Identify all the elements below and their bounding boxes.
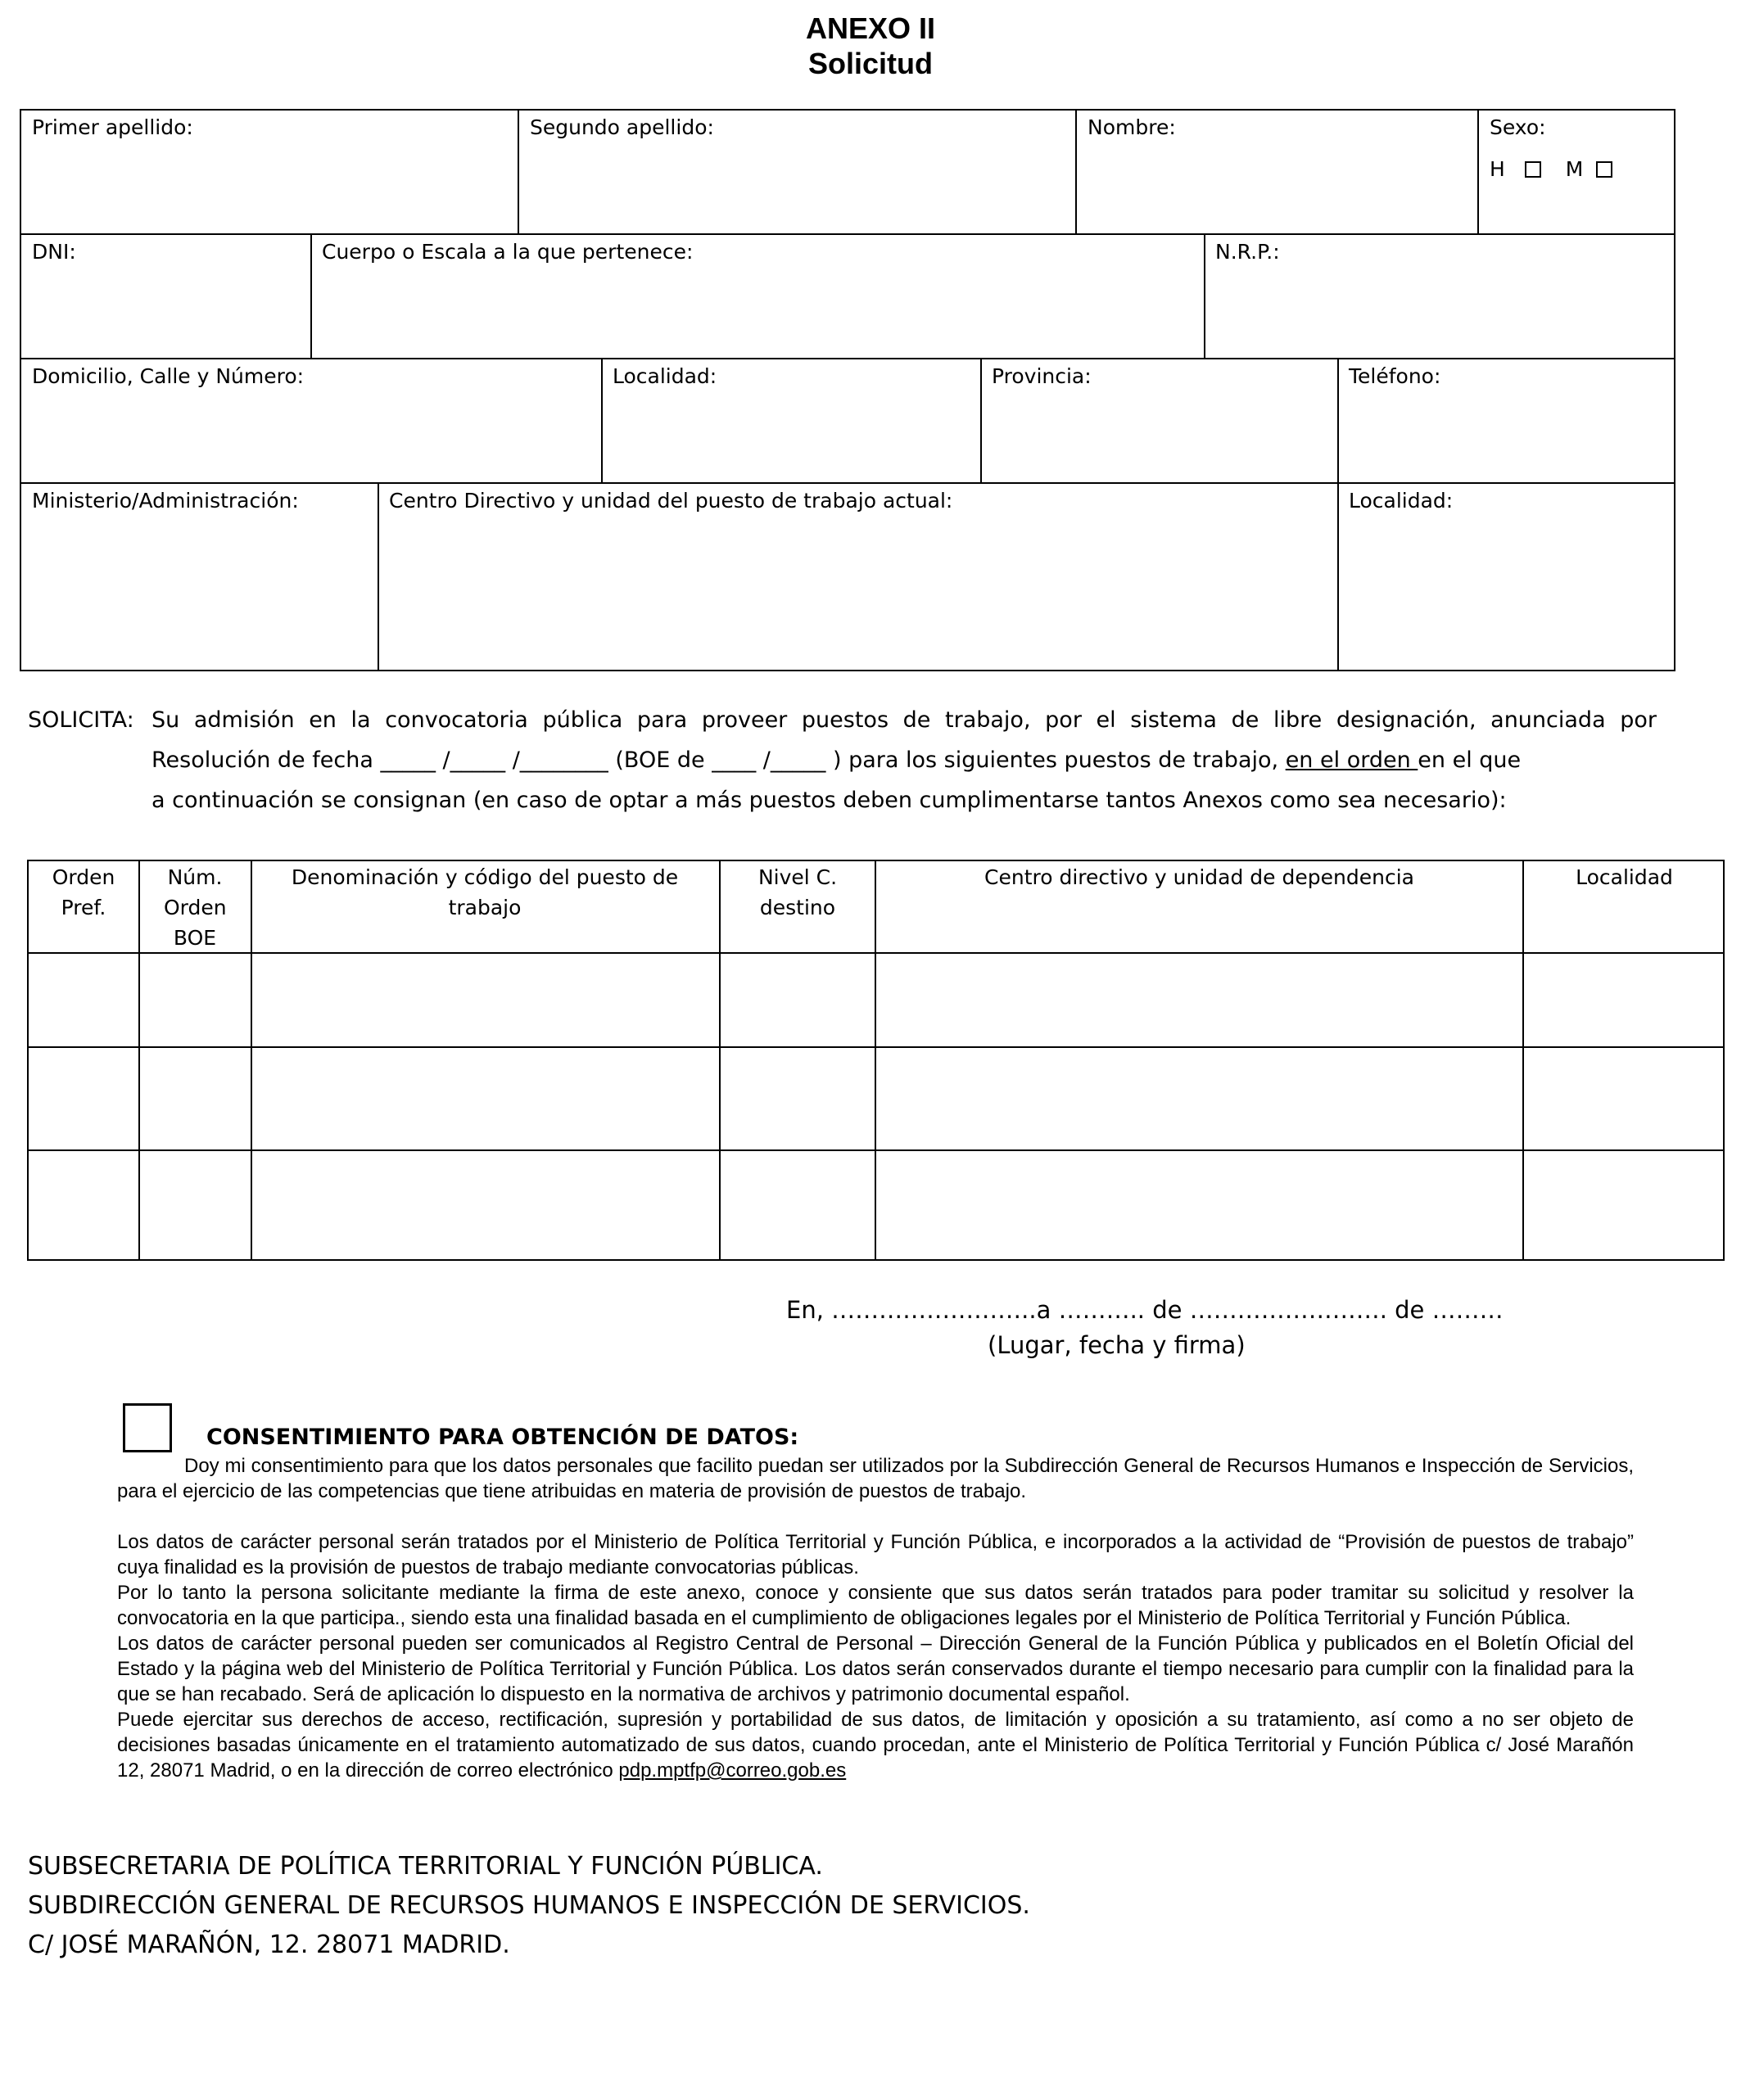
sexo-options — [1490, 157, 1612, 182]
table-row[interactable] — [29, 1151, 1723, 1259]
col-nivel: Nivel C. destino — [757, 865, 838, 919]
sexo-h-label: H — [1490, 157, 1505, 181]
sexo-label: Sexo: — [1490, 115, 1546, 139]
solicita-line-3: a continuación se consignan (en caso de optar a más puestos deben cumplimentarse tantos Anexos como sea necesario): — [151, 788, 1507, 813]
cuerpo-escala-field[interactable]: Cuerpo o Escala a la que pertenece: — [322, 240, 694, 264]
consent-heading: CONSENTIMIENTO PARA OBTENCIÓN DE DATOS: — [206, 1425, 799, 1450]
primer-apellido-field[interactable]: Primer apellido: — [32, 115, 193, 139]
localidad-actual-field[interactable]: Localidad: — [1349, 489, 1454, 513]
consent-paragraph: Por lo tanto la persona solicitante mediante la firma de este anexo, conoce y consiente que sus datos serán tratados para poder tramitar su solicitud y resolver la convocatoria en la que participa., siendo esta una finalidad basada en el cumplimiento de obligaciones legales por el Ministerio de Política Territorial y Función Pública. — [117, 1582, 1634, 1629]
sexo-h-checkbox[interactable] — [1525, 161, 1541, 178]
centro-directivo-field[interactable]: Centro Directivo y unidad del puesto de trabajo actual: — [389, 489, 953, 513]
domicilio-field[interactable]: Domicilio, Calle y Número: — [32, 364, 305, 388]
footer-line-1: SUBSECRETARIA DE POLÍTICA TERRITORIAL Y FUNCIÓN PÚBLICA. — [28, 1852, 823, 1881]
col-denominacion: Denominación y código del puesto de trabajo — [291, 865, 679, 919]
sexo-m-label: M — [1565, 157, 1584, 181]
consent-paragraph: Los datos de carácter personal serán tratados por el Ministerio de Política Territorial y Función Pública, e incorporados a la actividad de “Provisión de puestos de trabajo” cuya finalidad es la provisión de puestos de trabajo mediante convocatorias públicas. — [117, 1531, 1634, 1578]
consent-paragraph: Los datos de carácter personal pueden ser comunicados al Registro Central de Personal – Dirección General de la Función Pública y publicados en el Boletín Oficial del Estado y la página web del Ministerio de Política Territorial y Función Pública. Los datos serán conservados durante el tiempo necesario para cumplir con la finalidad para la que se han recabado. Será de aplicación lo dispuesto en la normativa de archivos y patrimonio documental español. — [117, 1633, 1634, 1705]
form-subtitle: Solicitud — [808, 47, 933, 80]
contact-email-link[interactable]: pdp.mptfp@correo.gob.es — [618, 1759, 847, 1782]
footer-line-2: SUBDIRECCIÓN GENERAL DE RECURSOS HUMANOS E INSPECCIÓN DE SERVICIOS. — [28, 1891, 1030, 1920]
consent-text — [117, 1453, 1634, 1783]
consent-checkbox[interactable] — [123, 1403, 172, 1452]
dni-field[interactable]: DNI: — [32, 240, 76, 264]
sexo-m-checkbox[interactable] — [1596, 161, 1612, 178]
col-localidad: Localidad — [1576, 865, 1673, 889]
nombre-field[interactable]: Nombre: — [1088, 115, 1176, 139]
solicita-label: SOLICITA: — [28, 707, 134, 733]
col-orden-pref: Orden Pref. — [52, 865, 115, 919]
solicita-line-1: Su admisión en la convocatoria pública para proveer puestos de trabajo, por el sistema de libre designación, anunciada por — [151, 707, 1657, 733]
consent-paragraph: Puede ejercitar sus derechos de acceso, rectificación, supresión y portabilidad de sus datos, de limitación y oposición a su tratamiento, así como a no ser objeto de decisiones basadas únicamente en el tratamiento automatizado de sus datos, cuando procedan, ante el Ministerio de Política Territorial y Función Pública c/ José Marañón 12, 28071 Madrid, o en la dirección de correo electrónico pdp.mptfp@correo.gob.es — [117, 1709, 1634, 1782]
col-num-orden-boe: Núm. Orden BOE — [164, 865, 227, 950]
solicita-line-2: Resolución de fecha _____ /_____ /________ (BOE de ____ /_____ ) para los siguientes puestos de trabajo, en el orden en el que — [151, 747, 1522, 773]
localidad-field[interactable]: Localidad: — [613, 364, 717, 388]
provincia-field[interactable]: Provincia: — [992, 364, 1092, 388]
signature-line[interactable]: En, ……………………..a ……….. de ……………………. de ……… — [786, 1296, 1504, 1324]
nrp-field[interactable]: N.R.P.: — [1215, 240, 1280, 264]
col-centro-directivo: Centro directivo y unidad de dependencia — [984, 865, 1414, 889]
footer-line-3: C/ JOSÉ MARAÑÓN, 12. 28071 MADRID. — [28, 1931, 510, 1959]
consent-paragraph: Doy mi consentimiento para que los datos personales que facilito puedan ser utilizados por la Subdirección General de Recursos Humanos e Inspección de Servicios, para el ejercicio de las competencias que tiene atribuidas en materia de provisión de puestos de trabajo. — [117, 1455, 1634, 1502]
telefono-field[interactable]: Teléfono: — [1349, 364, 1441, 388]
signature-caption: (Lugar, fecha y firma) — [988, 1331, 1246, 1359]
annex-title: ANEXO II — [805, 11, 936, 45]
table-row[interactable] — [29, 1048, 1723, 1149]
ministerio-field[interactable]: Ministerio/Administración: — [32, 489, 299, 513]
personal-data-form — [20, 109, 1675, 671]
table-row[interactable] — [29, 954, 1723, 1046]
segundo-apellido-field[interactable]: Segundo apellido: — [530, 115, 714, 139]
